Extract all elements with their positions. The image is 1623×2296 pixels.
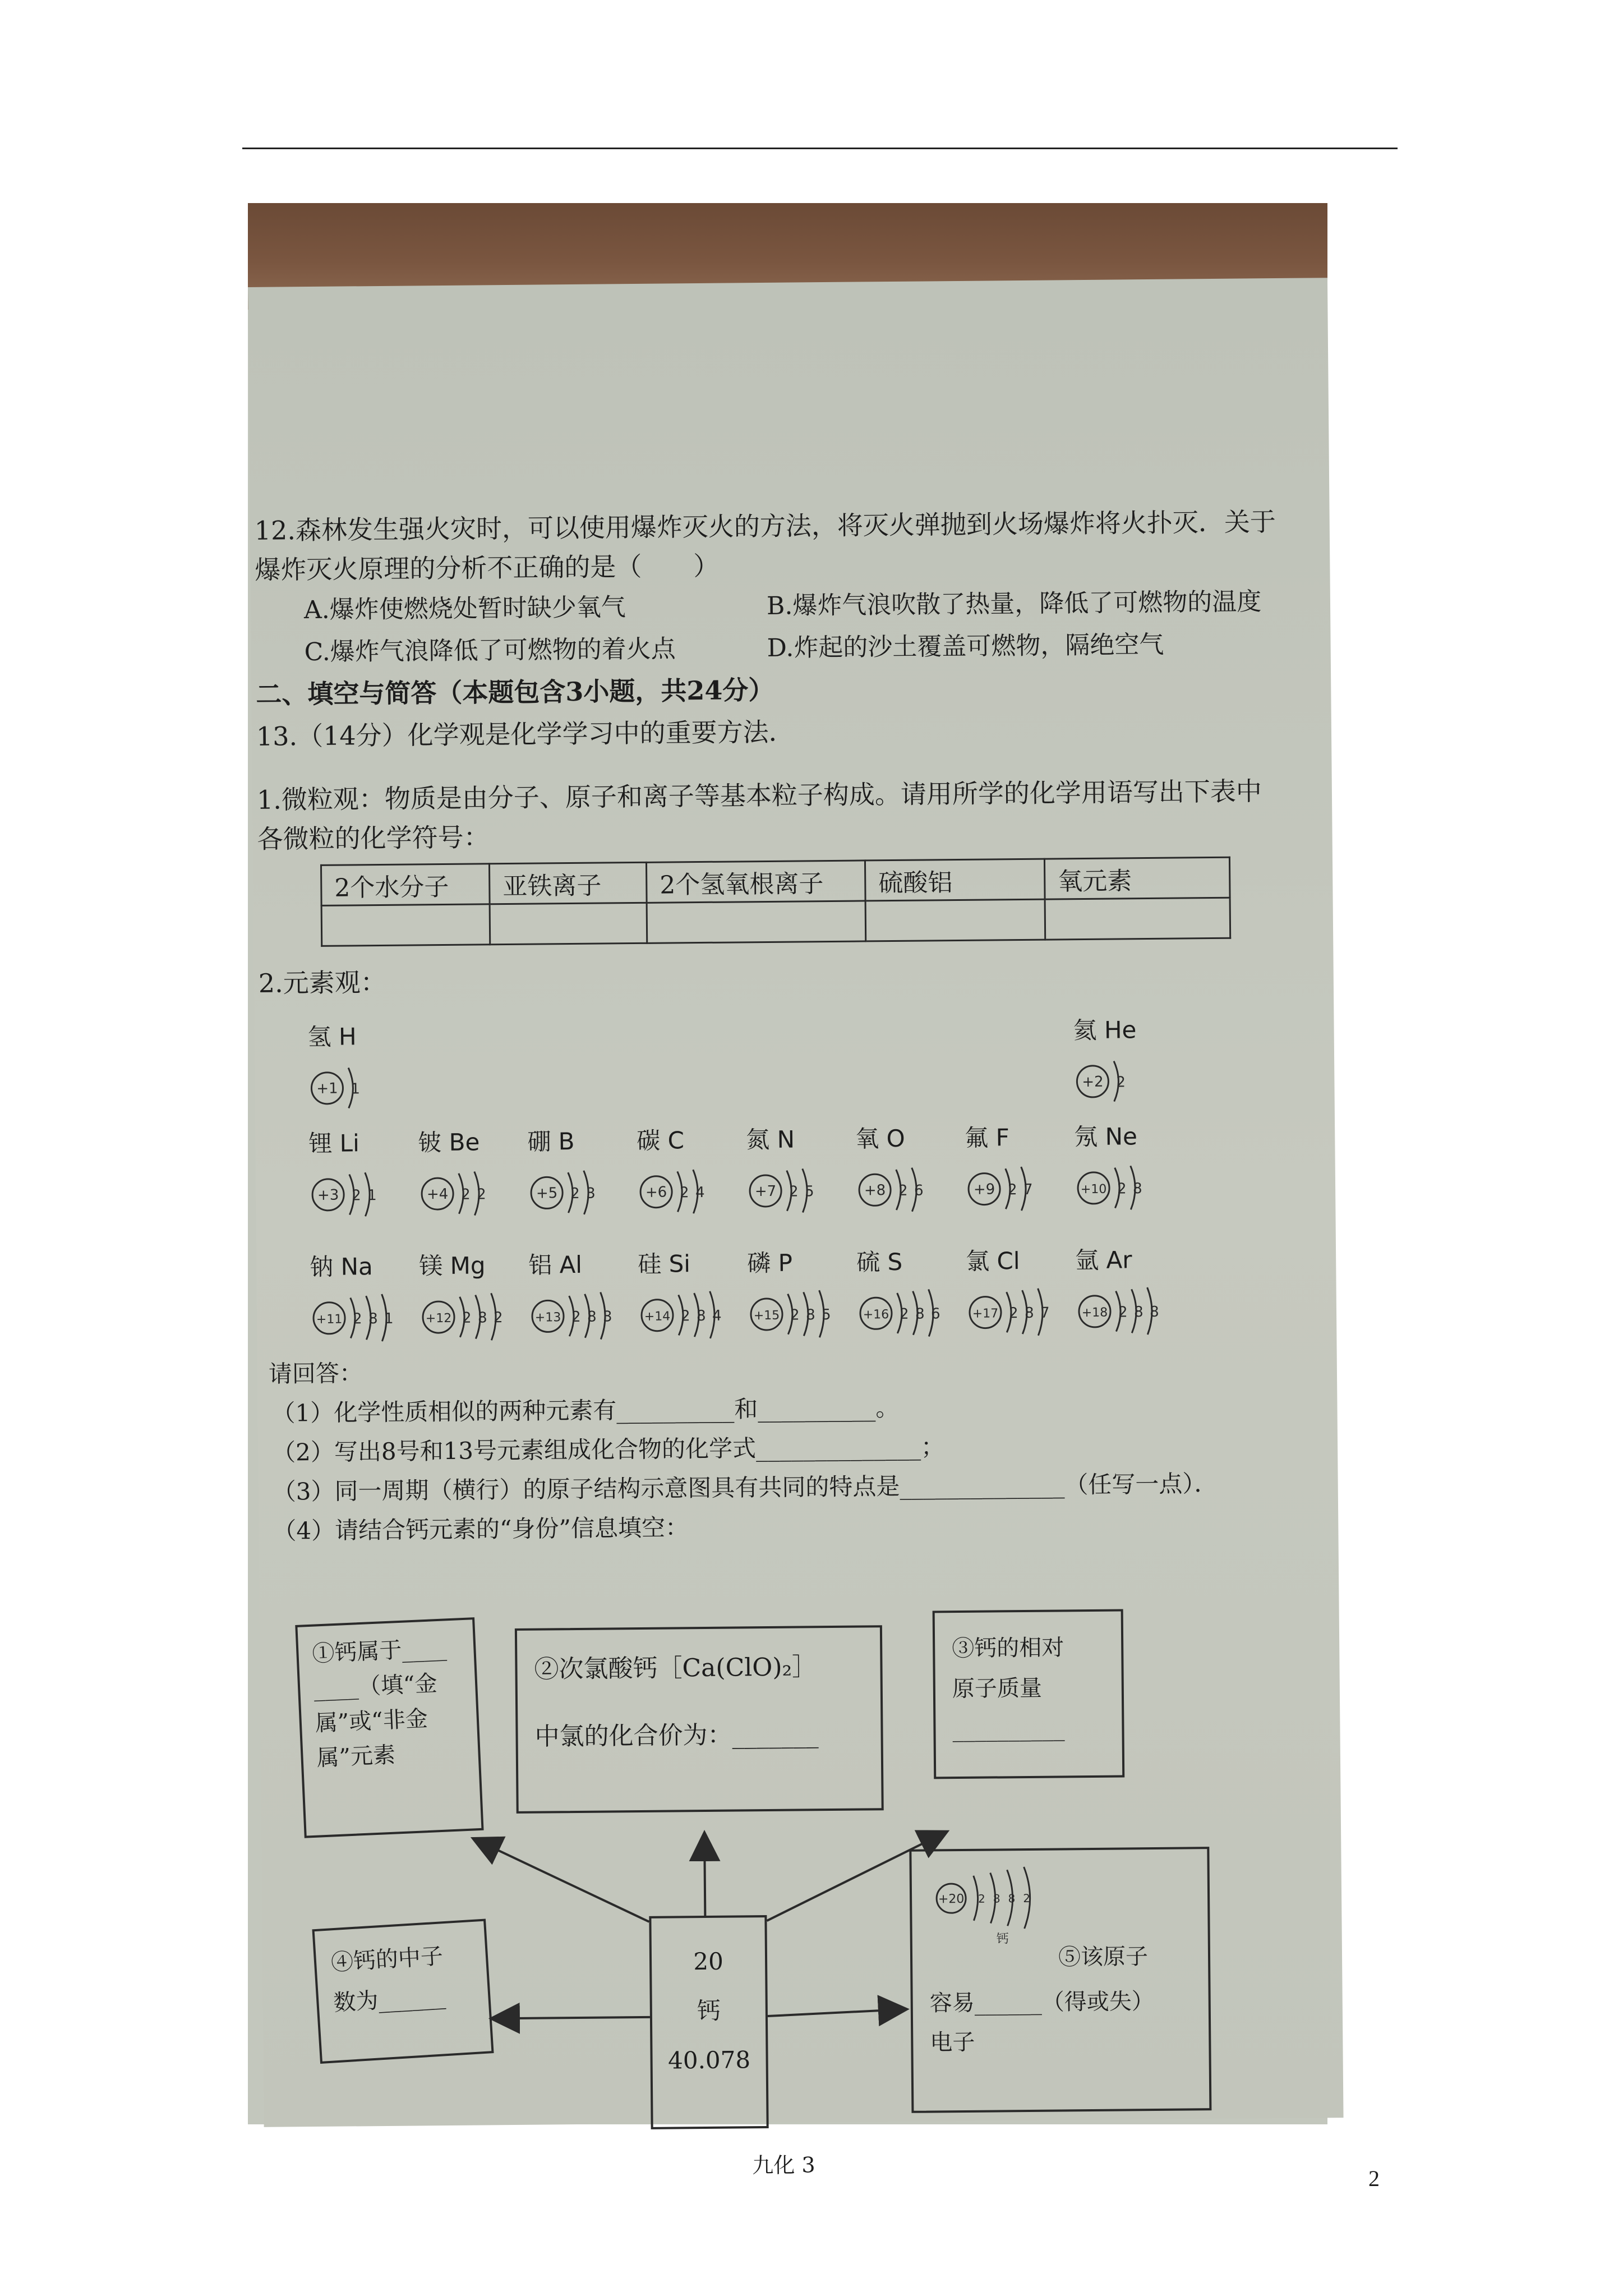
shell-electron-count: 5 — [804, 1183, 814, 1200]
shell-electron-count: 2 — [1118, 1304, 1128, 1321]
page-footer-label: 九化 3 — [752, 2152, 815, 2178]
table-header-cell: 亚铁离子 — [489, 862, 647, 904]
shell-electron-count: 1 — [351, 1080, 361, 1098]
element-atom-diagram — [307, 1018, 415, 1119]
box1-line: 属”或“非金 — [314, 1705, 428, 1737]
box1-line: ①钙属于____ — [311, 1635, 448, 1667]
nucleus-charge: +18 — [1081, 1305, 1108, 1320]
element-name: 硼 B — [527, 1127, 575, 1156]
shell-electron-count: 5 — [821, 1306, 831, 1324]
nucleus-charge: +5 — [536, 1185, 558, 1202]
atom-structure-diagram — [1075, 1159, 1170, 1216]
atom-structure-diagram — [966, 1283, 1062, 1340]
box-atomic-mass — [933, 1609, 1125, 1779]
shell-electron-count: 2 — [461, 1186, 471, 1203]
svg-text:+20: +20 — [938, 1892, 965, 1907]
box4-line: ④钙的中子 — [330, 1943, 444, 1976]
element-atom-diagram — [419, 1247, 527, 1348]
q12-option-d: D.炸起的沙土覆盖可燃物，隔绝空气 — [767, 630, 1164, 662]
shell-electron-count: 2 — [1007, 1181, 1017, 1199]
atom-structure-diagram — [310, 1290, 406, 1346]
element-atom-diagram — [308, 1124, 416, 1225]
nucleus-charge: +11 — [316, 1312, 343, 1327]
element-atom-diagram — [965, 1119, 1072, 1220]
box-neutron-count — [312, 1918, 494, 2063]
nucleus-charge: +16 — [863, 1308, 889, 1322]
element-name: 硅 Si — [638, 1250, 691, 1278]
calcium-element-card — [649, 1915, 768, 2129]
nucleus-charge: +8 — [864, 1182, 886, 1199]
element-name: 氦 He — [1073, 1016, 1137, 1045]
element-atom-diagram — [528, 1246, 636, 1347]
element-atom-diagram — [1074, 1118, 1182, 1219]
element-atom-diagram — [747, 1244, 855, 1345]
box3-line: __________ — [952, 1715, 1065, 1743]
q13-part1-line2: 各微粒的化学符号： — [257, 822, 490, 854]
shell-electron-count: 4 — [712, 1307, 722, 1324]
shell-electron-count: 2 — [1008, 1305, 1018, 1322]
box3-line: 原子质量 — [952, 1675, 1043, 1703]
section-2-heading: 二、填空与简答（本题包含3小题，共24分） — [256, 674, 774, 710]
shell-electron-count: 2 — [898, 1182, 908, 1199]
q13-title: 13.（14分）化学观是化学学习中的重要方法． — [256, 716, 795, 752]
element-atom-diagram — [310, 1248, 417, 1349]
element-name: 钙 — [697, 1996, 721, 2025]
element-atom-diagram — [856, 1243, 964, 1344]
element-atom-diagram — [527, 1122, 635, 1223]
box1-line: 属”元素 — [316, 1742, 396, 1772]
shell-electron-count: 8 — [477, 1309, 487, 1327]
shell-electron-count: 2 — [1117, 1180, 1127, 1198]
shell-electron-count: 2 — [899, 1305, 909, 1323]
atom-structure-diagram — [857, 1285, 953, 1341]
atom-structure-diagram — [418, 1165, 514, 1222]
nucleus-charge: +6 — [645, 1184, 667, 1201]
nucleus-charge: +4 — [426, 1185, 449, 1203]
box-metal-type — [295, 1617, 483, 1838]
element-atom-diagram — [638, 1245, 745, 1346]
element-name: 氩 Ar — [1075, 1246, 1132, 1274]
element-name: 氮 N — [746, 1125, 795, 1154]
atom-structure-diagram — [309, 1166, 405, 1223]
answer-cell[interactable] — [865, 899, 1045, 941]
svg-text:2882: 2882 — [978, 1891, 1039, 1906]
box5-line: 容易______（得或失） — [929, 1989, 1154, 2017]
answer-intro: 请回答： — [268, 1359, 363, 1388]
element-name: 钠 Na — [310, 1253, 373, 1281]
element-name: 锂 Li — [308, 1129, 359, 1158]
header-rule — [242, 148, 1398, 149]
calcium-label: 钙 — [996, 1932, 1009, 1947]
nucleus-charge: +10 — [1080, 1182, 1107, 1197]
atom-structure-diagram — [419, 1289, 515, 1345]
shell-electron-count: 8 — [1024, 1304, 1034, 1322]
element-atom-diagram — [1073, 1011, 1181, 1112]
shell-electron-count: 2 — [476, 1186, 486, 1203]
shell-electron-count: 6 — [930, 1305, 940, 1323]
q12-option-b: B.爆炸气浪吹散了热量，降低了可燃物的温度 — [766, 587, 1262, 620]
shell-electron-count: 8 — [368, 1310, 378, 1328]
question-2: （2）写出8号和13号元素组成化合物的化学式______________； — [271, 1433, 945, 1466]
q12-option-a: A.爆炸使燃烧处暂时缺少氧气 — [303, 593, 626, 625]
box-electron-gain-loss — [909, 1847, 1211, 2113]
q12-line2: 爆炸灭火原理的分析不正确的是（ ） — [255, 550, 720, 585]
shell-electron-count: 8 — [587, 1308, 597, 1326]
box1-line: ____（填“金 — [313, 1671, 438, 1702]
element-name: 硫 S — [856, 1248, 903, 1276]
element-name: 碳 C — [637, 1126, 685, 1155]
shell-electron-count: 1 — [367, 1187, 377, 1204]
atomic-number: 20 — [693, 1947, 724, 1976]
nucleus-charge: +7 — [754, 1182, 777, 1200]
atom-structure-diagram — [748, 1286, 843, 1342]
question-4: （4）请结合钙元素的“身份”信息填空： — [273, 1513, 689, 1545]
element-name: 镁 Mg — [419, 1251, 486, 1280]
shell-electron-count: 3 — [602, 1308, 612, 1326]
question-1: （1）化学性质相似的两种元素有__________和__________。 — [271, 1393, 900, 1427]
element-name: 铝 Al — [528, 1250, 583, 1279]
shell-electron-count: 2 — [1116, 1074, 1126, 1091]
atom-structure-diagram — [638, 1287, 734, 1343]
element-atom-diagram — [637, 1121, 744, 1222]
q12-option-c: C.爆炸气浪降低了可燃物的着火点 — [304, 634, 676, 667]
shell-electron-count: 2 — [570, 1185, 580, 1203]
shell-electron-count: 8 — [805, 1306, 815, 1324]
shell-electron-count: 8 — [696, 1307, 706, 1325]
element-atom-diagram — [855, 1120, 963, 1221]
nucleus-charge: +3 — [317, 1186, 339, 1204]
shell-electron-count: 2 — [571, 1308, 581, 1326]
shell-electron-count: 2 — [462, 1309, 472, 1327]
q13-part2-heading: 2.元素观： — [258, 967, 386, 999]
answer-cell[interactable] — [647, 901, 866, 943]
q12-line1: 12.森林发生强火灾时，可以使用爆炸灭火的方法，将灭火弹抛到火场爆炸将火扑灭．关于 — [254, 507, 1276, 546]
atom-structure-diagram — [856, 1161, 952, 1218]
element-name: 铍 Be — [418, 1128, 480, 1157]
nucleus-charge: +14 — [644, 1309, 671, 1324]
nucleus-charge: +17 — [972, 1306, 999, 1321]
atom-structure-diagram — [528, 1164, 624, 1221]
shell-electron-count: 2 — [680, 1308, 690, 1325]
shell-electron-count: 7 — [1040, 1304, 1050, 1322]
box3-line: ③钙的相对 — [952, 1635, 1064, 1662]
nucleus-charge: +15 — [753, 1308, 780, 1323]
element-name: 氖 Ne — [1074, 1122, 1138, 1151]
table-header-cell: 2个氢氧根离子 — [646, 861, 865, 903]
table-header-cell: 硫酸铝 — [865, 859, 1045, 901]
shell-electron-count: 2 — [790, 1306, 800, 1324]
shell-electron-count: 2 — [493, 1309, 503, 1327]
shell-electron-count: 8 — [1133, 1304, 1144, 1321]
shell-electron-count: 3 — [585, 1185, 596, 1202]
shell-electron-count: 2 — [352, 1187, 361, 1204]
answer-cell[interactable] — [1045, 898, 1230, 940]
shell-electron-count: 8 — [1132, 1180, 1142, 1198]
element-name: 氧 O — [855, 1124, 905, 1153]
shell-electron-count: 4 — [695, 1184, 705, 1202]
table-header-cell: 2个水分子 — [321, 864, 490, 906]
atom-structure-diagram — [308, 1060, 404, 1116]
shell-electron-count: 7 — [1023, 1181, 1033, 1198]
answer-cell[interactable] — [490, 903, 647, 944]
atom-structure-diagram — [1073, 1053, 1169, 1110]
shell-electron-count: 8 — [915, 1305, 925, 1323]
question-3: （3）同一周期（横行）的原子结构示意图具有共同的特点是______________（任写一点）． — [272, 1469, 1218, 1506]
exam-paper — [248, 278, 1344, 2178]
atom-structure-diagram — [529, 1287, 625, 1344]
shell-electron-count: 6 — [914, 1182, 924, 1199]
nucleus-charge: +13 — [534, 1310, 561, 1325]
atomic-mass: 40.078 — [667, 2046, 751, 2074]
shell-electron-count: 2 — [679, 1184, 689, 1202]
table-header-cell: 氧元素 — [1044, 857, 1230, 899]
element-name: 氢 H — [307, 1023, 357, 1051]
box-chlorine-valence — [515, 1625, 884, 1814]
table-answer-row — [321, 898, 1230, 946]
box5-line: 电子 — [930, 2029, 975, 2056]
calcium-atom-structure — [929, 1864, 1075, 1949]
nucleus-charge: +9 — [973, 1181, 995, 1198]
box5-line: ⑤该原子 — [1058, 1944, 1149, 1971]
box2-line1: ②次氯酸钙［Ca(ClO)₂］ — [534, 1653, 817, 1684]
exam-photo — [248, 203, 1327, 2178]
particle-symbol-table — [320, 857, 1231, 947]
shell-electron-count: 2 — [352, 1310, 362, 1328]
atom-structure-diagram — [965, 1160, 1061, 1217]
box4-line: 数为______ — [333, 1984, 446, 2017]
atom-structure-diagram — [746, 1162, 842, 1219]
element-name: 氯 Cl — [965, 1247, 1020, 1275]
atom-structure-diagram — [637, 1163, 733, 1220]
element-name: 磷 P — [747, 1249, 793, 1277]
nucleus-charge: +2 — [1082, 1073, 1104, 1091]
atom-structure-diagram — [1076, 1283, 1172, 1340]
shell-electron-count: 8 — [1149, 1303, 1159, 1321]
element-atom-diagram — [966, 1242, 1073, 1343]
nucleus-charge: +1 — [316, 1080, 338, 1097]
page-number: 2 — [1368, 2166, 1380, 2191]
q13-part1-line1: 1.微粒观：物质是由分子、原子和离子等基本粒子构成。请用所学的化学用语写出下表中 — [256, 776, 1262, 815]
shell-electron-count: 1 — [384, 1310, 394, 1327]
answer-cell[interactable] — [321, 904, 490, 946]
box2-line2: 中氯的化合价为：_______ — [534, 1720, 819, 1751]
shell-electron-count: 2 — [789, 1183, 799, 1200]
element-atom-diagram — [1075, 1241, 1183, 1342]
element-atom-diagram — [418, 1124, 525, 1225]
element-name: 氟 F — [965, 1124, 1010, 1152]
element-atom-diagram — [746, 1121, 854, 1222]
nucleus-charge: +12 — [425, 1311, 452, 1326]
